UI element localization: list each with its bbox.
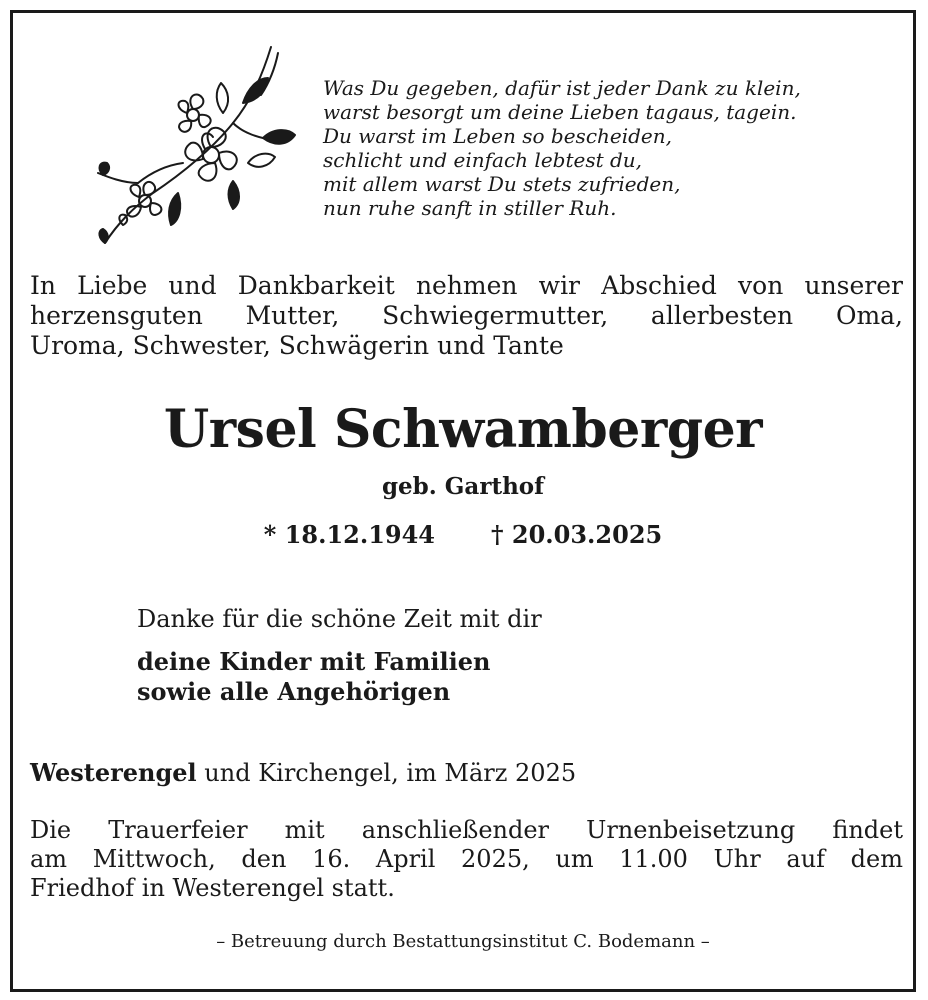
- birth-name: geb. Garthof: [381, 473, 545, 500]
- poem-line: schlicht und einfach lebtest du,: [323, 148, 643, 172]
- poem: [323, 76, 883, 220]
- obituary-frame: [10, 10, 916, 992]
- birth-date: * 18.12.1944: [263, 520, 435, 549]
- place-rest: und Kirchengel, im März 2025: [196, 759, 577, 787]
- funeral-service-text: [30, 816, 903, 903]
- intro-text: [30, 271, 903, 361]
- signer-line: sowie alle Angehörigen: [137, 677, 451, 706]
- poem-line: warst besorgt um deine Lieben tagaus, tagein.: [323, 100, 797, 124]
- death-date: † 20.03.2025: [491, 520, 663, 549]
- place-date-line: [30, 757, 576, 789]
- poem-line: nun ruhe sanft in stiller Ruh.: [323, 196, 617, 220]
- blossom-branch-icon: [83, 43, 303, 253]
- thanks-line: Danke für die schöne Zeit mit dir: [137, 605, 542, 633]
- intro-line: Uroma, Schwester, Schwägerin und Tante: [30, 331, 564, 360]
- service-line: am Mittwoch, den 16. April 2025, um 11.00 Uhr auf dem: [30, 845, 903, 873]
- poem-line: mit allem warst Du stets zufrieden,: [323, 172, 681, 196]
- life-dates: [13, 518, 913, 552]
- poem-line: Du warst im Leben so bescheiden,: [323, 124, 673, 148]
- intro-line: In Liebe und Dankbarkeit nehmen wir Abschied von unserer: [30, 271, 903, 300]
- place-town: Westerengel: [30, 758, 197, 787]
- signers: [137, 647, 490, 707]
- service-line: Die Trauerfeier mit anschließender Urnenbeisetzung findet: [30, 816, 903, 844]
- deceased-name: Ursel Schwamberger: [163, 399, 763, 460]
- intro-line: herzensguten Mutter, Schwiegermutter, allerbesten Oma,: [30, 301, 903, 330]
- signer-line: deine Kinder mit Familien: [137, 647, 491, 676]
- undertaker-note: – Betreuung durch Bestattungsinstitut C. Bodemann –: [216, 931, 710, 952]
- poem-line: Was Du gegeben, dafür ist jeder Dank zu klein,: [323, 76, 801, 100]
- service-line: Friedhof in Westerengel statt.: [30, 874, 395, 902]
